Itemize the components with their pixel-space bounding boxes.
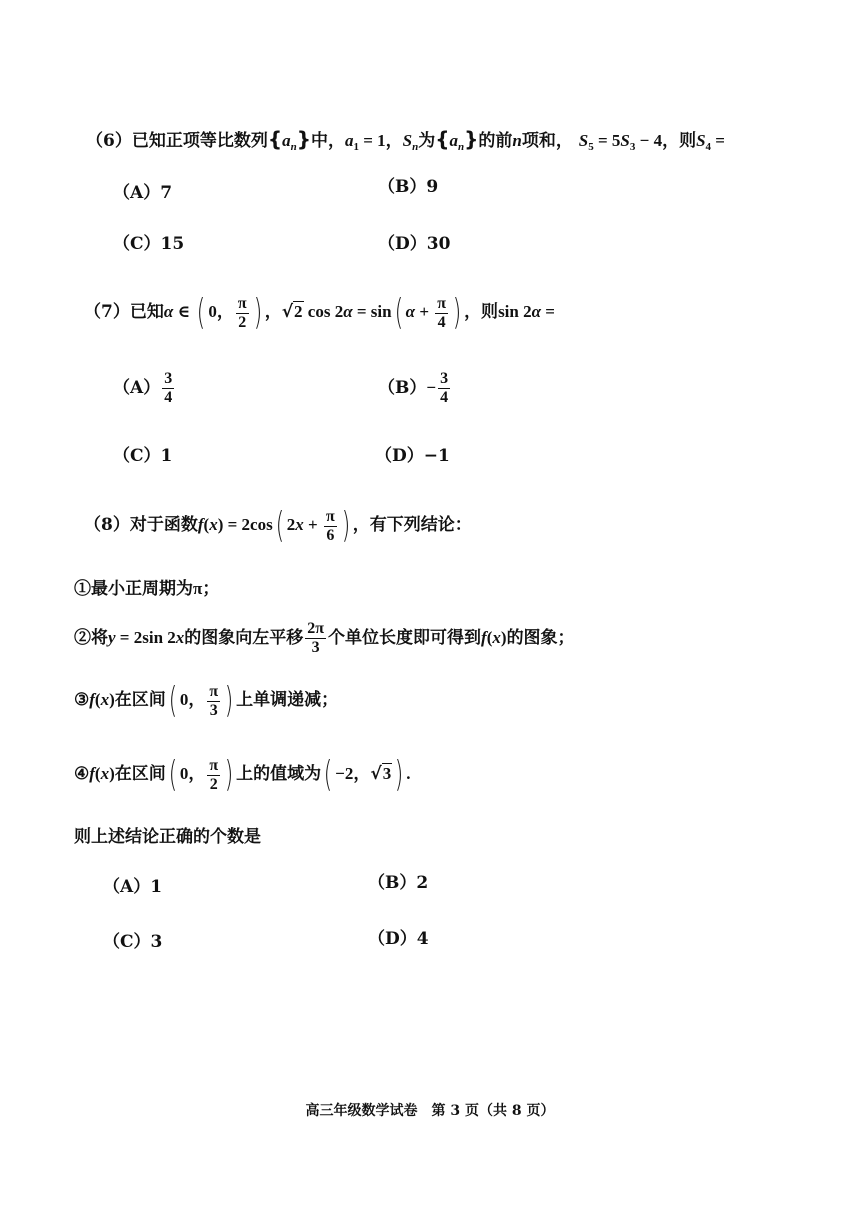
- question-7-option-a: （A） $\frac{3}{4}$: [113, 370, 173, 406]
- math-cos-equation: √2 cos 2α = sin( α + $\frac{\pi}{4}$ ): [281, 292, 462, 334]
- question-6-stem: （6）已知正项等比数列$\{a_n\}$中，$a_1 = 1$，$S_n$为$\{a_n\}$的前n项和， $S_5 = 5S_3 - 4$，则$S_4$ =: [86, 127, 725, 153]
- question-8-stem: （8）对于函数f(x) = 2cos( 2x + $\frac{\pi}{6}$ ) ，有下列结论：: [84, 505, 472, 547]
- question-8-option-c: （C）3: [103, 932, 163, 952]
- question-7-option-d: （D）−1: [375, 446, 450, 466]
- question-7-option-c: （C）1: [113, 446, 173, 466]
- question-7-stem: （7）已知α ∈ ( 0， $\frac{\pi}{2}$ ) ，√2 cos 2α = sin( α + $\frac{\pi}{4}$ ) ，则sin 2α =: [84, 292, 555, 334]
- page-footer: 高三年级数学试卷 第 3 页（共 8 页）: [305, 1103, 555, 1119]
- fraction-3-4: $\frac{3}{4}$: [164, 370, 173, 406]
- fraction-2pi-3: $\frac{2\pi}{3}$: [307, 620, 325, 656]
- question-8-option-a: （A）1: [103, 877, 163, 897]
- conclusion-2: ②将y = 2sin 2x的图象向左平移 $\frac{2\pi}{3}$ 个单位长度即可得到f(x)的图象；: [74, 620, 575, 656]
- fraction-neg-3-4: $\frac{3}{4}$: [440, 370, 449, 406]
- math-sequence: $\{a_n\}$: [267, 127, 311, 153]
- question-7-number: （7）: [84, 302, 130, 322]
- question-6-option-b: （B）9: [378, 177, 439, 197]
- math-alpha-interval: α ∈ ( 0， $\frac{\pi}{2}$ ): [163, 292, 262, 334]
- math-s5-equation: $S_5 = 5S_3 - 4$: [578, 131, 663, 153]
- question-8-number: （8）: [84, 515, 130, 535]
- question-6-option-c: （C）15: [113, 234, 185, 254]
- math-a1: $a_1 = 1$: [344, 131, 386, 153]
- question-6-option-a: （A）7: [113, 183, 173, 203]
- question-6-number: （6）: [86, 131, 132, 151]
- question-8-prompt: 则上述结论正确的个数是: [74, 827, 261, 847]
- question-8-option-d: （D）4: [368, 929, 429, 949]
- math-function-definition: f(x) = 2cos( 2x + $\frac{\pi}{6}$ ): [197, 505, 350, 547]
- question-6-option-d: （D）30: [378, 234, 451, 254]
- conclusion-3: ③f(x)在区间( 0， $\frac{\pi}{3}$ ) 上单调递减；: [74, 680, 339, 722]
- conclusion-4: ④f(x)在区间( 0， $\frac{\pi}{2}$ ) 上的值域为( −2，√3 ) .: [74, 754, 411, 796]
- question-8-option-b: （B）2: [368, 873, 429, 893]
- question-7-option-b: （B）− $\frac{3}{4}$: [378, 370, 449, 406]
- conclusion-1: ①最小正周期为π；: [74, 579, 220, 599]
